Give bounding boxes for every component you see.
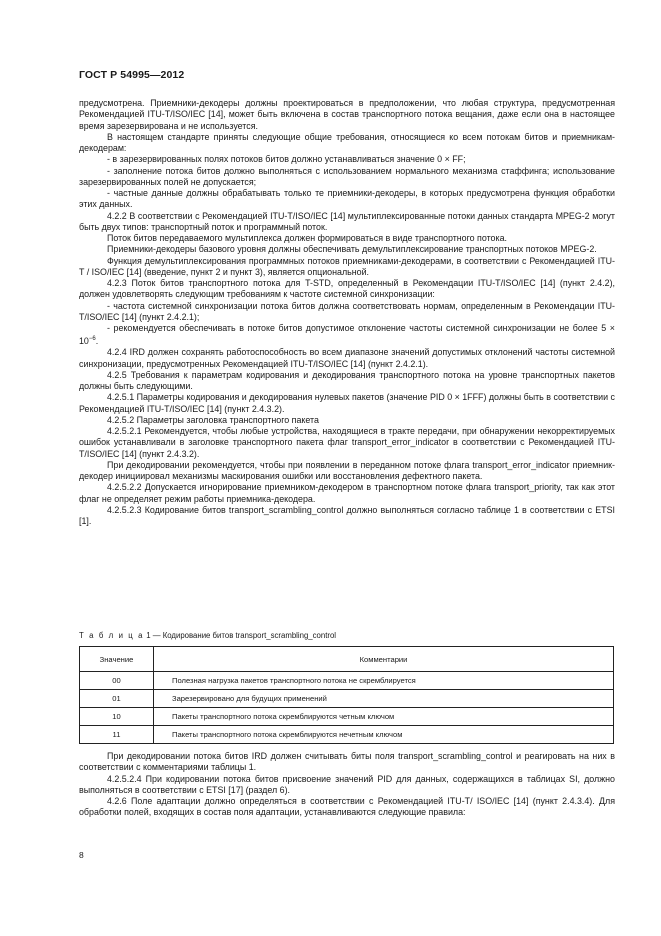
list-item: - частота системной синхронизации потока битов должна соответствовать нормам, определенным в Рекомендации ITU-T/ISO/IEC [14] (пункт 2.4.2.1); bbox=[79, 300, 615, 322]
paragraph: 4.2.5.2.3 Кодирование битов transport_scrambling_control должно выполняться согласно таблице 1 в соответствии с ETSI [1]. bbox=[79, 504, 615, 527]
table-caption-prefix: Т а б л и ц а bbox=[79, 631, 145, 640]
list-item: - заполнение потока битов должно выполняться с использованием нормального механизма стаффинга; использование зарезервированных полей не допускается; bbox=[79, 165, 615, 187]
value-cell: 11 bbox=[80, 726, 154, 744]
main-text bbox=[79, 98, 615, 527]
table-header-row bbox=[80, 647, 614, 672]
list-item-text: - рекомендуется обеспечивать в потоке битов допустимое отклонение частоты системной синхронизации не более 5 × 10 bbox=[79, 323, 615, 347]
comment-cell: Пакеты транспортного потока скремблируются нечетным ключом bbox=[154, 726, 614, 744]
page-number: 8 bbox=[79, 850, 84, 860]
paragraph: 4.2.5.2.2 Допускается игнорирование приемником-декодером в транспортном потоке флага transport_priority, так как этот флаг не определяет режим работы приемника-декодера. bbox=[79, 482, 615, 504]
paragraph: предусмотрена. Приемники-декодеры должны проектироваться в предположении, что любая структура, предусмотренная Рекомендацией ITU-T/ISO/IEC [14], может быть включена в состав транспортного потока вещания, даже если она в настоящее время зарезервирована и не используется. bbox=[79, 98, 615, 131]
list-item bbox=[79, 323, 615, 347]
comment-cell: Полезная нагрузка пакетов транспортного потока не скремблируется bbox=[154, 672, 614, 690]
paragraph: 4.2.5.2 Параметры заголовка транспортного пакета bbox=[107, 414, 319, 425]
column-header-value: Значение bbox=[80, 647, 154, 672]
paragraph: 4.2.4 IRD должен сохранять работоспособность во всем диапазоне значений допустимых отклонений частоты системной синхронизации, предусмотренных Рекомендацией ITU-T/ISO/IEC [14] (пункт 2.4.2.1). bbox=[79, 347, 615, 369]
value-cell: 10 bbox=[80, 708, 154, 726]
table-row bbox=[80, 708, 614, 726]
paragraph: При декодировании рекомендуется, чтобы при появлении в переданном потоке флага transport_error_indicator приемник-декодер инициировал механизмы маскирования ошибки или восстановления дефектного пакета. bbox=[79, 459, 615, 482]
table-row bbox=[80, 690, 614, 708]
value-cell: 00 bbox=[80, 672, 154, 690]
paragraph: Функция демультиплексирования программных потоков приемниками-декодерами, в соответствии с Рекомендацией ITU-T / ISO/IEC [14] (введение, пункт 2 и пункт 3), является опциональной. bbox=[79, 255, 615, 277]
paragraph: Поток битов передаваемого мультиплекса должен формироваться в виде транспортного потока. bbox=[107, 233, 507, 243]
paragraph: При декодировании потока битов IRD должен считывать биты поля transport_scrambling_control и реагировать на них в соответствии с комментариями таблицы 1. bbox=[79, 751, 615, 773]
paragraph: 4.2.3 Поток битов транспортного потока для T-STD, определенный в Рекомендации ITU-T/ISO/IEC [14] (пункт 2.4.2), должен удовлетворять следующим требованиям к частоте системной синхронизации: bbox=[79, 278, 615, 300]
paragraph: 4.2.5.2.1 Рекомендуется, чтобы любые устройства, находящиеся в тракте передачи, при обнаружении некорректируемых ошибок устанавливали в заголовке транспортного пакета флаг transport_error_indicator в соответствии с Рекомендацией ITU-T/ISO/IEC [14] (пункт 2.4.3.2). bbox=[79, 426, 615, 459]
paragraph: 4.2.5.1 Параметры кодирования и декодирования нулевых пакетов (значение PID 0 × 1FFF) должны быть в соответствии с Рекомендацией ITU-T/ISO/IEC [14] (пункт 2.4.3.2). bbox=[79, 392, 615, 414]
table-caption bbox=[79, 631, 336, 640]
value-cell: 01 bbox=[80, 690, 154, 708]
list-item: - в зарезервированных полях потоков битов должно устанавливаться значение 0 × FF; bbox=[107, 154, 466, 165]
scrambling-control-table bbox=[79, 646, 614, 744]
table-row bbox=[80, 726, 614, 744]
text-after-table bbox=[79, 751, 615, 819]
column-header-comments: Комментарии bbox=[154, 647, 614, 672]
table-row bbox=[80, 672, 614, 690]
paragraph: 4.2.2 В соответствии с Рекомендацией ITU-T/ISO/IEC [14] мультиплексированные потоки данных стандарта MPEG-2 могут быть двух типов: транспортный поток и программный поток. bbox=[79, 210, 615, 232]
comment-cell: Зарезервировано для будущих применений bbox=[154, 690, 614, 708]
table-caption-title: 1 — Кодирование битов transport_scrambling_control bbox=[144, 631, 337, 640]
paragraph: 4.2.5 Требования к параметрам кодирования и декодирования транспортного потока на уровне транспортных пакетов должны быть следующими. bbox=[79, 369, 615, 392]
paragraph: 4.2.5.2.4 При кодировании потока битов присвоение значений PID для данных, содержащихся в таблицах SI, должно выполняться в соответствии с ETSI [17] (раздел 6). bbox=[79, 773, 615, 795]
exponent: −6 bbox=[88, 336, 96, 343]
comment-cell: Пакеты транспортного потока скремблируются четным ключом bbox=[154, 708, 614, 726]
document-header: ГОСТ Р 54995—2012 bbox=[79, 69, 185, 81]
exponent-tail: . bbox=[95, 336, 99, 347]
list-item: - частные данные должны обрабатывать только те приемники-декодеры, в которых предусмотрена функция обработки этих данных. bbox=[79, 188, 615, 210]
paragraph: 4.2.6 Поле адаптации должно определяться в соответствии с Рекомендацией ITU-T/ ISO/IEC [14] (пункт 2.4.3.4). Для обработки полей, входящих в состав поля адаптации, устанавливаются следующие правила: bbox=[79, 796, 615, 818]
paragraph: Приемники-декодеры базового уровня должны обеспечивать демультиплексирование транспортных потоков MPEG-2. bbox=[107, 244, 597, 255]
paragraph: В настоящем стандарте приняты следующие общие требования, относящиеся ко всем потокам битов и приемникам-декодерам: bbox=[79, 131, 615, 153]
